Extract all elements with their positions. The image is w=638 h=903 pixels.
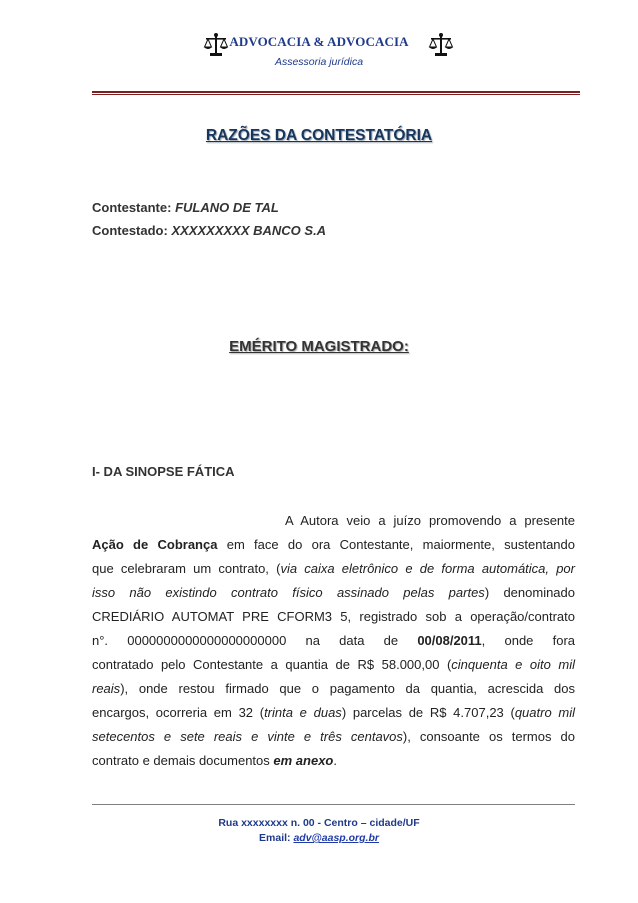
header-divider — [92, 91, 580, 95]
body-paragraph — [92, 509, 575, 773]
section-title: I- DA SINOPSE FÁTICA — [92, 464, 235, 479]
firm-name: ADVOCACIA & ADVOCACIA — [229, 34, 409, 49]
contestado-value: XXXXXXXXX BANCO S.A — [171, 223, 327, 238]
contestante-label: Contestante: — [92, 200, 172, 215]
contestante-line — [92, 196, 582, 219]
email-link[interactable]: adv@aasp.org.br — [293, 832, 379, 844]
body-line: contratado pelo Contestante a quantia de R$ 58.000,00 (cinquenta e oito mil — [92, 657, 575, 672]
contestado-label: Contestado: — [92, 223, 168, 238]
body-line: Ação de Cobrança em face do ora Contestante, maiormente, sustentando — [92, 537, 575, 552]
body-line: isso não existindo contrato físico assinado pelas partes) denominado — [92, 585, 576, 600]
document-title: RAZÕES DA CONTESTATÓRIA — [205, 127, 433, 144]
body-line: que celebraram um contrato, (via caixa eletrônico e de forma automática, por — [92, 561, 575, 576]
body-line: CREDIÁRIO AUTOMAT PRE CFORM3 5, registrado sob a operação/contrato — [92, 609, 575, 624]
body-line: contrato e demais documentos em anexo. — [92, 753, 337, 768]
body-line: setecentos e sete reais e vinte e três centavos), consoante os termos do — [92, 729, 575, 744]
body-line: encargos, ocorreria em 32 (trinta e duas) parcelas de R$ 4.707,23 (quatro mil — [92, 705, 576, 720]
body-line: reais), onde restou firmado que o pagamento da quantia, acrescida dos — [92, 681, 575, 696]
email-label: Email: — [259, 832, 294, 844]
contestado-line — [92, 219, 582, 242]
footer-contact — [0, 832, 638, 844]
firm-subtitle: Assessoria jurídica — [274, 56, 364, 68]
body-line: n°. 0000000000000000000000 na data de 00/08/2011, onde fora — [92, 633, 575, 648]
salutation: EMÉRITO MAGISTRADO: — [229, 338, 409, 355]
footer-address: Rua xxxxxxxx n. 00 - Centro – cidade/UF — [218, 817, 420, 829]
body-line: A Autora veio a juízo promovendo a presente — [285, 513, 575, 528]
contestante-value: FULANO DE TAL — [175, 200, 279, 215]
parties-block — [92, 196, 582, 242]
letterhead — [0, 26, 638, 96]
footer-divider — [92, 804, 575, 805]
balance-scale-icon — [428, 32, 454, 58]
